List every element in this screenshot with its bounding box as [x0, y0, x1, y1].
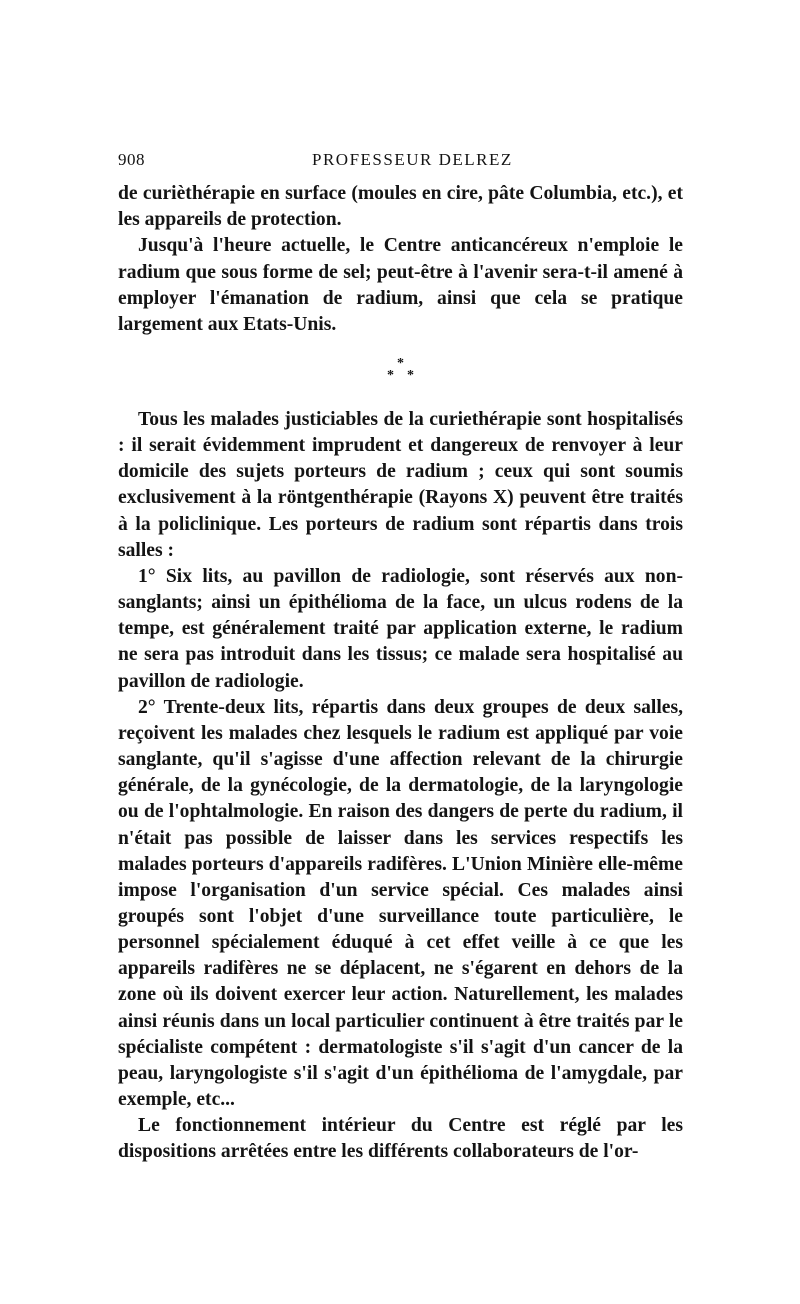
paragraph: Le fonctionnement intérieur du Centre est réglé par les dispositions arrêtées entre les différents collaborateurs de l'or-	[118, 1115, 683, 1163]
asterisk: *	[397, 356, 404, 371]
running-title: PROFESSEUR DELREZ	[312, 150, 513, 169]
paragraph-continuation: de curièthérapie en surface (moules en cire, pâte Columbia, etc.), et les appareils de protection.	[118, 183, 683, 231]
main-text-block	[118, 407, 683, 1166]
paragraph: Jusqu'à l'heure actuelle, le Centre anticancéreux n'emploie le radium que sous forme de sel; peut-être à l'avenir sera-t-il amené à employer l'émanation de radium, ainsi que cela se pratique largement aux Etats-Unis.	[118, 235, 683, 336]
page-number: 908	[118, 150, 145, 169]
top-text-block	[118, 181, 683, 338]
asterisk: *	[407, 368, 414, 383]
section-asterism	[370, 356, 430, 392]
running-head	[118, 150, 696, 174]
paragraph: 2° Trente-deux lits, répartis dans deux groupes de deux salles, reçoivent les malades chez lesquels le radium est appliqué par voie sanglante, qu'il s'agisse d'une affection relevant de la chirurgie générale, de la gynécologie, de la dermatologie, de la laryngologie ou de l'ophtalmologie. En raison des dangers de perte du radium, il n'était pas possible de laisser dans les services respectifs les malades porteurs d'appareils radifères. L'Union Minière elle-même impose l'organisation d'un service spécial. Ces malades ainsi groupés sont l'objet d'une surveillance toute particulière, le personnel spécialement éduqué à cet effet veille à ce que les appareils radifères ne se déplacent, ne s'égarent en dehors de la zone où ils doivent exercer leur action. Naturellement, les malades ainsi réunis dans un local particulier continuent à être traités par le spécialiste compétent : dermatologiste s'il s'agit d'un cancer de la peau, laryngologiste s'il s'agit d'un épithélioma de l'amygdale, par exemple, etc...	[118, 696, 683, 1111]
paragraph: 1° Six lits, au pavillon de radiologie, sont réservés aux non-sanglants; ainsi un épithélioma de la face, un ulcus rodens de la tempe, est généralement traité par application externe, le radium ne sera pas introduit dans les tissus; ce malade sera hospitalisé au pavillon de radiologie.	[118, 565, 683, 692]
asterisk: *	[387, 368, 394, 383]
paragraph: Tous les malades justiciables de la curiethérapie sont hospitalisés : il serait évidemment imprudent et dangereux de renvoyer à leur domicile des sujets porteurs de radium ; ceux qui sont soumis exclusivement à la röntgenthérapie (Rayons X) peuvent être traités à la policlinique. Les porteurs de radium sont répartis dans trois salles :	[118, 409, 683, 561]
